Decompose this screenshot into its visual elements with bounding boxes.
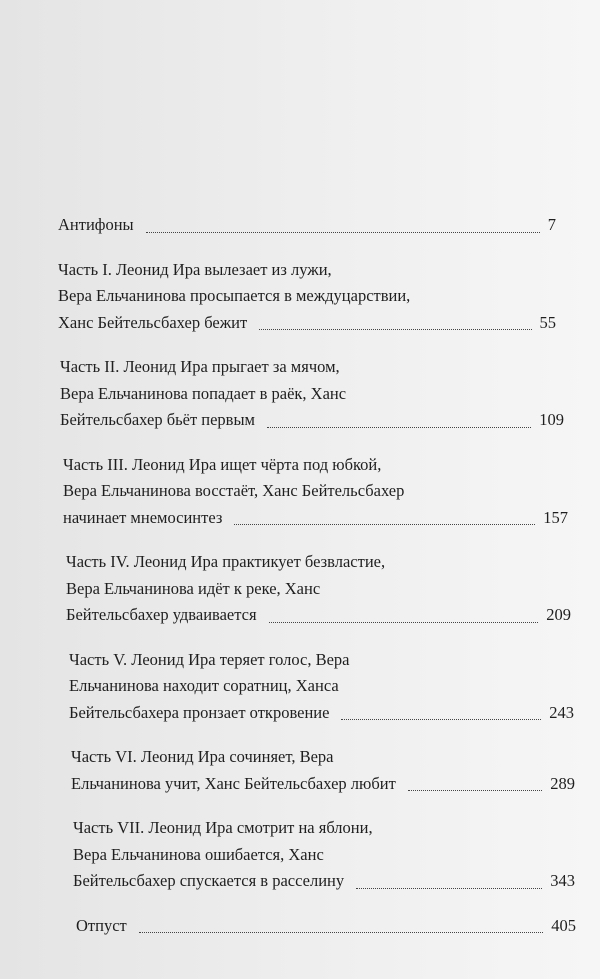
toc-entry: [58, 212, 578, 239]
toc-entry: [69, 647, 578, 727]
toc-entry-title-end: Ельчанинова учит, Ханс Бейтельсбахер любит: [71, 773, 396, 793]
table-of-contents: [58, 212, 578, 939]
toc-entry-title-line: Вера Ельчанинова восстаёт, Ханс Бейтельсбахер: [63, 481, 405, 500]
dot-leader: [267, 427, 531, 428]
toc-page-number: 55: [539, 312, 556, 332]
toc-entry-last-line: [58, 310, 556, 337]
toc-entry-title-line: Часть VII. Леонид Ира смотрит на яблони,: [73, 818, 373, 837]
toc-entry-title-end: начинает мнемосинтез: [63, 507, 223, 527]
toc-page-number: 243: [549, 702, 574, 722]
toc-entry-title-line: Вера Ельчанинова просыпается в междуцарствии,: [58, 286, 411, 305]
toc-entry-title-end: Бейтельсбахер удваивается: [66, 605, 257, 624]
toc-entry: [60, 354, 578, 434]
dot-leader: [356, 888, 542, 889]
dot-leader: [139, 932, 544, 933]
dot-leader: [408, 790, 542, 791]
toc-entry-title-line: Часть V. Леонид Ира теряет голос, Вера: [69, 649, 350, 669]
toc-page-number: 109: [539, 410, 564, 429]
toc-entry-last-line: [71, 771, 575, 798]
toc-entry-last-line: [58, 212, 556, 239]
toc-entry-title-line: Часть III. Леонид Ира ищет чёрта под юбкой,: [63, 454, 382, 474]
toc-page-number: 157: [543, 507, 568, 527]
toc-entry-title-end: Бейтельсбахера пронзает откровение: [69, 702, 330, 722]
toc-entry-last-line: [60, 407, 564, 434]
toc-page-number: 7: [547, 215, 556, 234]
toc-page-number: 289: [550, 773, 575, 793]
toc-entry-title-line: Часть I. Леонид Ира вылезает из лужи,: [58, 259, 332, 279]
toc-entry-last-line: [73, 868, 575, 895]
toc-entry-title-line: Часть II. Леонид Ира прыгает за мячом,: [60, 357, 340, 376]
toc-entry-title-end: Антифоны: [58, 215, 134, 234]
toc-entry-title-end: Ханс Бейтельсбахер бежит: [58, 312, 248, 332]
dot-leader: [269, 622, 539, 623]
toc-entry-title-line: Ельчанинова находит соратниц, Ханса: [69, 676, 339, 695]
toc-entry-last-line: [76, 913, 576, 940]
toc-entry-last-line: [69, 700, 574, 727]
toc-page-number: 405: [551, 915, 576, 935]
toc-entry-title-line: Вера Ельчанинова идёт к реке, Ханс: [66, 578, 321, 598]
toc-entry-title-line: Вера Ельчанинова попадает в раёк, Ханс: [60, 383, 347, 403]
dot-leader: [341, 719, 541, 720]
toc-entry-last-line: [63, 505, 568, 532]
toc-entry: [66, 549, 578, 629]
toc-entry: [58, 257, 578, 337]
toc-entry: [71, 744, 578, 797]
toc-entry-title-end: Бейтельсбахер спускается в расселину: [73, 871, 345, 890]
toc-entry-last-line: [66, 602, 571, 629]
toc-page-number: 343: [550, 871, 575, 890]
toc-entry: [63, 452, 578, 532]
toc-entry-title-line: Часть VI. Леонид Ира сочиняет, Вера: [71, 747, 334, 766]
toc-page-number: 209: [546, 605, 571, 624]
toc-entry: [73, 815, 578, 895]
toc-entry: [76, 913, 578, 940]
dot-leader: [259, 329, 531, 330]
toc-entry-title-end: Отпуст: [76, 915, 127, 935]
dot-leader: [146, 232, 540, 233]
dot-leader: [234, 524, 535, 525]
toc-entry-title-line: Часть IV. Леонид Ира практикует безвластие,: [66, 552, 386, 571]
toc-entry-title-line: Вера Ельчанинова ошибается, Ханс: [73, 844, 324, 864]
toc-entry-title-end: Бейтельсбахер бьёт первым: [60, 410, 256, 429]
